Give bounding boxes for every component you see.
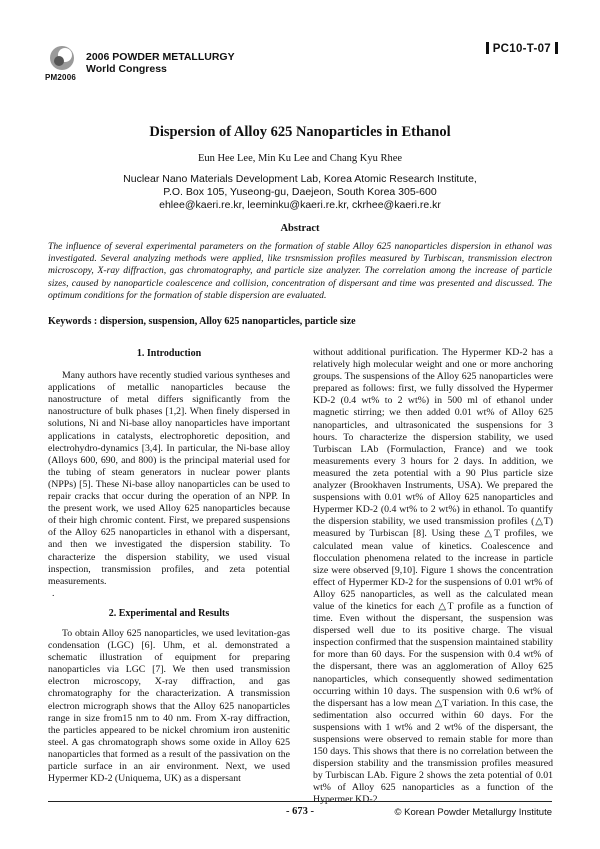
footer-divider: [48, 801, 552, 802]
introduction-paragraph: Many authors have recently studied various syntheses and applications of metallic nanoparticles because the nanostructure of metal differs significantly from the nanostructure of bulk phases [1,2]. When finely dispersed in solutions, Ni and Ni-base alloy nanoparticles have important applications in catalysts, electrophoretic deposition, and electrohydro-dynamics [3,4]. In particular, the Ni-base alloy (Alloys 600, 690, and 800) is the principal material used for the tubing of steam generators in nuclear power plants (NPPs) [5]. These Ni-base alloy nanoparticles can be used to repair cracks that occur during the operation of an NPP. In the present work, we used Alloy 625 nanoparticles because of their high chromic content. First, we prepared suspensions of the Alloy 625 nanoparticles in ethanol with a dispersant, and then we investigated the dispersion stability. To characterize the dispersion stability, we used visual inspection, transmission profiles, and zeta potential measurements.: [48, 370, 290, 587]
keywords: Keywords : dispersion, suspension, Alloy 625 nanoparticles, particle size: [48, 316, 356, 327]
author-emails: ehlee@kaeri.re.kr, leeminku@kaeri.re.kr, ckrhee@kaeri.re.kr: [159, 199, 441, 211]
abstract-heading: Abstract: [280, 223, 320, 234]
abstract-text: The influence of several experimental parameters on the formation of stable Alloy 625 nanoparticles dispersion in ethanol was investigated. Several analyzing methods were applied, like trsnsmission profiles measured by Turbiscan, transmission electron microscopy, X-ray diffraction, gas chromatography, and particle size analyzer. The correlation among the increase of particle sizes, caused by nanoparticle coalescence and collision, concentration of dispersant and time was presented and discussed. The optimum conditions for the formation of stable dispersion are evaluated.: [48, 241, 552, 301]
experimental-paragraph-left: To obtain Alloy 625 nanoparticles, we used levitation-gas condensation (LGC) [6]. Uhm, et al. demonstrated a schematic illustration of equipment for preparing nanoparticles via LGC [7]. We then used transmission electron microscopy, X-ray diffraction, and gas chromatography for the characterization. A transmission electron micrograph shows that the Alloy 625 nanoparticles range in size from15 nm to 40 nm. From X-ray diffraction, the particles appeared to be nickel chromium iron austenitic steel. A gas chromatograph shows some oxide in Alloy 625 nanoparticles that formed as a result of the passivation on the particle surface in an air environment. Next, we used Hypermer KD-2 (Uniquema, UK) as a dispersant: [48, 627, 290, 785]
conference-subtitle: World Congress: [86, 63, 167, 75]
paper-code-text: PC10-T-07: [492, 43, 551, 55]
copyright-notice: © Korean Powder Metallurgy Institute: [394, 807, 552, 818]
authors: Eun Hee Lee, Min Ku Lee and Chang Kyu Rhee: [197, 153, 403, 164]
page-number: - 673 -: [286, 806, 314, 817]
paper-code-badge: [482, 42, 562, 55]
affiliation-line-1: Nuclear Nano Materials Development Lab, Korea Atomic Research Institute,: [123, 173, 477, 185]
right-column: [313, 347, 553, 807]
experimental-paragraph-right: without additional purification. The Hypermer KD-2 has a relatively high molecular weight and one or more anchoring groups. The suspensions of the Alloy 625 nanoparticles were prepared as follows: first, we fully dissolved the Hypermer KD-2 (0.4 wt% to 2 wt%) in 500 ml of ethanol under magnetic stirring; we then added 0.01 wt% of Alloy 625 nanoparticles, and ultrasonicated the suspensions for 3 hours. To characterize the dispersion stability, we used Turbiscan LAb (Formulaction, France) and we took measurements every 3 hours for 2 days. In addition, we measured the zeta potential with a 90 Plus particle size analyzer (Brookhaven Instruments, USA). We prepared the suspensions with 0.01 wt% of Alloy 625 nanoparticles and Hypermer KD-2 (0.4 wt% to 2 wt%) in ethanol. To quantify the dispersion stability, we used transmission profiles (△T) measured by Turbiscan [8]. Using these △T profiles, we calculated mean value of kinetics. Coalescence and flocculation phenomena related to the increase in particle size were observed [9,10]. Figure 1 shows the concentration effect of Hypermer KD-2 for the suspensions of 0.01 wt% of Alloy 625 nanoparticles, as well as the calculated mean value of the kinetics for each △T profile as a function of time. Even without the dispersant, the suspension was dispersed well due to its positive charge. The visual inspection confirmed that the suspension maintained stability for more than 60 days. For the suspension with 0.4 wt% of the dispersant, there was an agglomeration of Alloy 625 nanoparticles, which consequently showed sedimentation occurring within 10 days. The suspension with 0.6 wt% of the dispersant has a low mean △T variation. In this case, the sedimentation also occurred within 60 days. For the suspensions with 1 wt% and 2 wt% of the dispersant, the suspensions were observed to remain stable for more than 150 days. This shows that there is no correlation between the dispersion stability and the transmission profiles measured by Turbiscan LAb. Figure 2 shows the zeta potential of 0.01 wt% of Alloy 625 nanoparticles as a function of the Hypermer KD-2: [313, 347, 553, 806]
section-heading-experimental: 2. Experimental and Results: [108, 607, 230, 619]
conference-name: 2006 POWDER METALLURGY: [86, 51, 235, 63]
paper-title: Dispersion of Alloy 625 Nanoparticles in Ethanol: [149, 124, 451, 140]
stray-mark: .: [52, 587, 55, 599]
section-heading-introduction: 1. Introduction: [136, 348, 202, 359]
affiliation-line-2: P.O. Box 105, Yuseong-gu, Daejeon, South Korea 305-600: [163, 186, 437, 198]
left-column: [48, 348, 290, 785]
logo-text: PM2006: [45, 73, 76, 82]
